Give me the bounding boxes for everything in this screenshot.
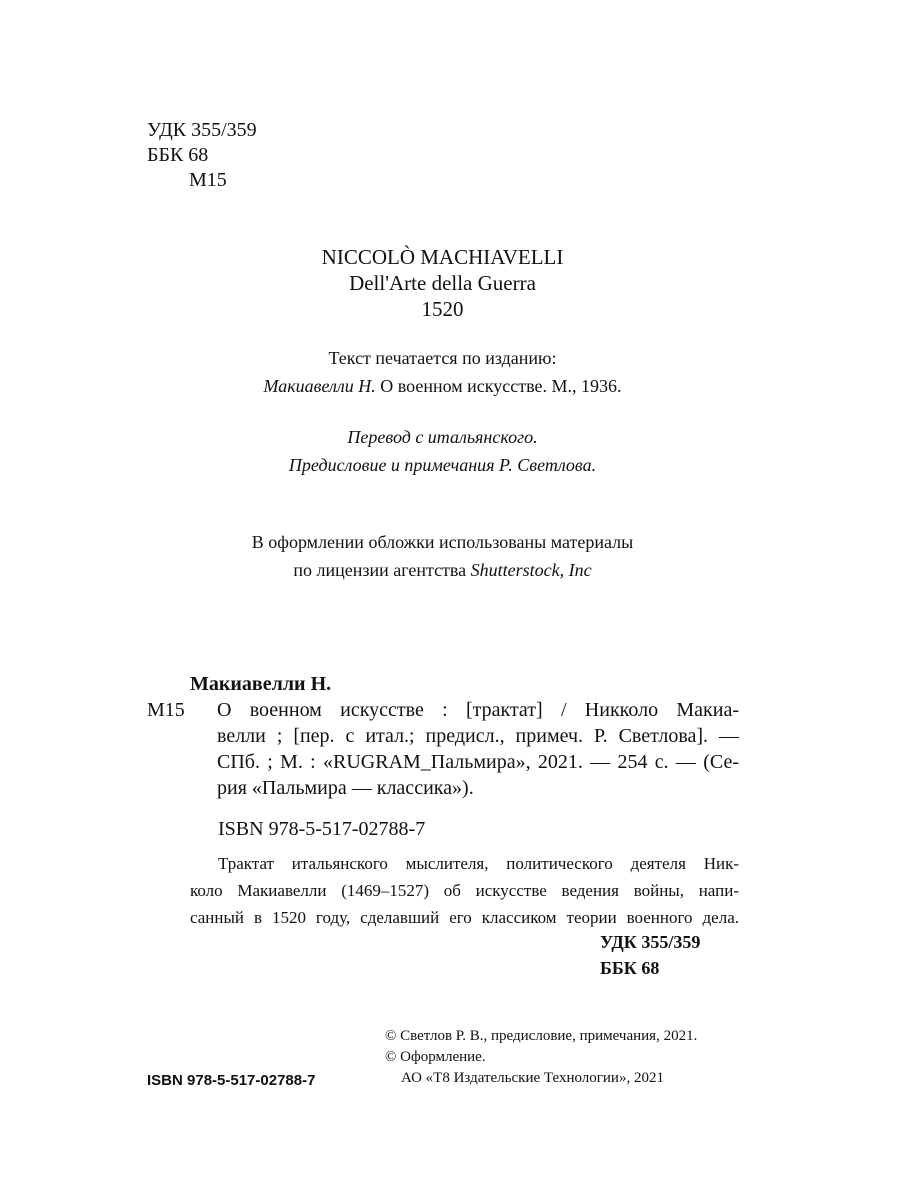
cover-note-block: [0, 528, 885, 584]
annotation: [190, 850, 739, 931]
original-author: NICCOLÒ MACHIAVELLI: [321, 245, 564, 269]
catalog-author-heading: Макиавелли Н.: [190, 673, 332, 695]
udk-code: УДК 355/359: [147, 119, 257, 141]
annotation-line: санный в 1520 году, сделавший его классиком теории военного дела.: [190, 908, 739, 927]
source-edition-reference: [0, 372, 885, 400]
bbk-code: ББК 68: [147, 144, 209, 166]
isbn-bottom: ISBN 978-5-517-02788-7: [147, 1072, 316, 1089]
original-title-block: [0, 244, 885, 322]
catalog-bbk: ББК 68: [600, 958, 660, 978]
copyright-block: [385, 1026, 697, 1089]
source-edition-title: О военном искусстве. М., 1936.: [375, 376, 622, 396]
cover-note-agency: Shutterstock, Inc: [470, 560, 592, 580]
catalog-author-mark: М15: [147, 699, 185, 721]
catalog-codes: [600, 929, 739, 981]
cover-note-line1: В оформлении обложки использованы материалы: [251, 532, 634, 552]
catalog-entry: [147, 697, 739, 801]
translation-note: Перевод с итальянского.: [347, 427, 538, 447]
preface-note: Предисловие и примечания Р. Светлова.: [288, 455, 597, 475]
cover-note-line2: [0, 556, 885, 584]
original-title: Dell'Arte della Guerra: [349, 271, 536, 295]
source-edition-block: [0, 344, 885, 400]
catalog-entry-line: СПб. ; М. : «RUGRAM_Пальмира», 2021. — 254 с. — (Се-: [217, 751, 739, 773]
catalog-isbn: ISBN 978-5-517-02788-7: [218, 818, 426, 840]
catalog-entry-text: [147, 697, 739, 801]
source-edition-intro: Текст печатается по изданию:: [328, 348, 557, 368]
annotation-line: коло Макиавелли (1469–1527) об искусстве ведения войны, напи-: [190, 881, 739, 900]
catalog-entry-line: О военном искусстве : [трактат] / Никколо Макиа-: [217, 699, 739, 721]
copyright-preface: © Светлов Р. В., предисловие, примечания, 2021.: [385, 1028, 698, 1044]
catalog-entry-line: велли ; [пер. с итал.; предисл., примеч. Р. Светлова]. —: [217, 725, 739, 747]
copyright-publisher: АО «Т8 Издательские Технологии», 2021: [401, 1070, 664, 1086]
source-edition-author: Макиавелли Н.: [263, 376, 376, 396]
author-mark: М15: [189, 169, 227, 191]
cover-note-license: по лицензии агентства: [293, 560, 471, 580]
catalog-entry-line: рия «Пальмира — классика»).: [217, 777, 474, 799]
catalog-udk: УДК 355/359: [600, 932, 701, 952]
copyright-design: © Оформление.: [385, 1049, 486, 1065]
translation-block: [0, 423, 885, 479]
annotation-line: Трактат итальянского мыслителя, политического деятеля Ник-: [218, 854, 739, 873]
original-year: 1520: [421, 297, 464, 321]
udk-bbk-header: [147, 118, 257, 193]
